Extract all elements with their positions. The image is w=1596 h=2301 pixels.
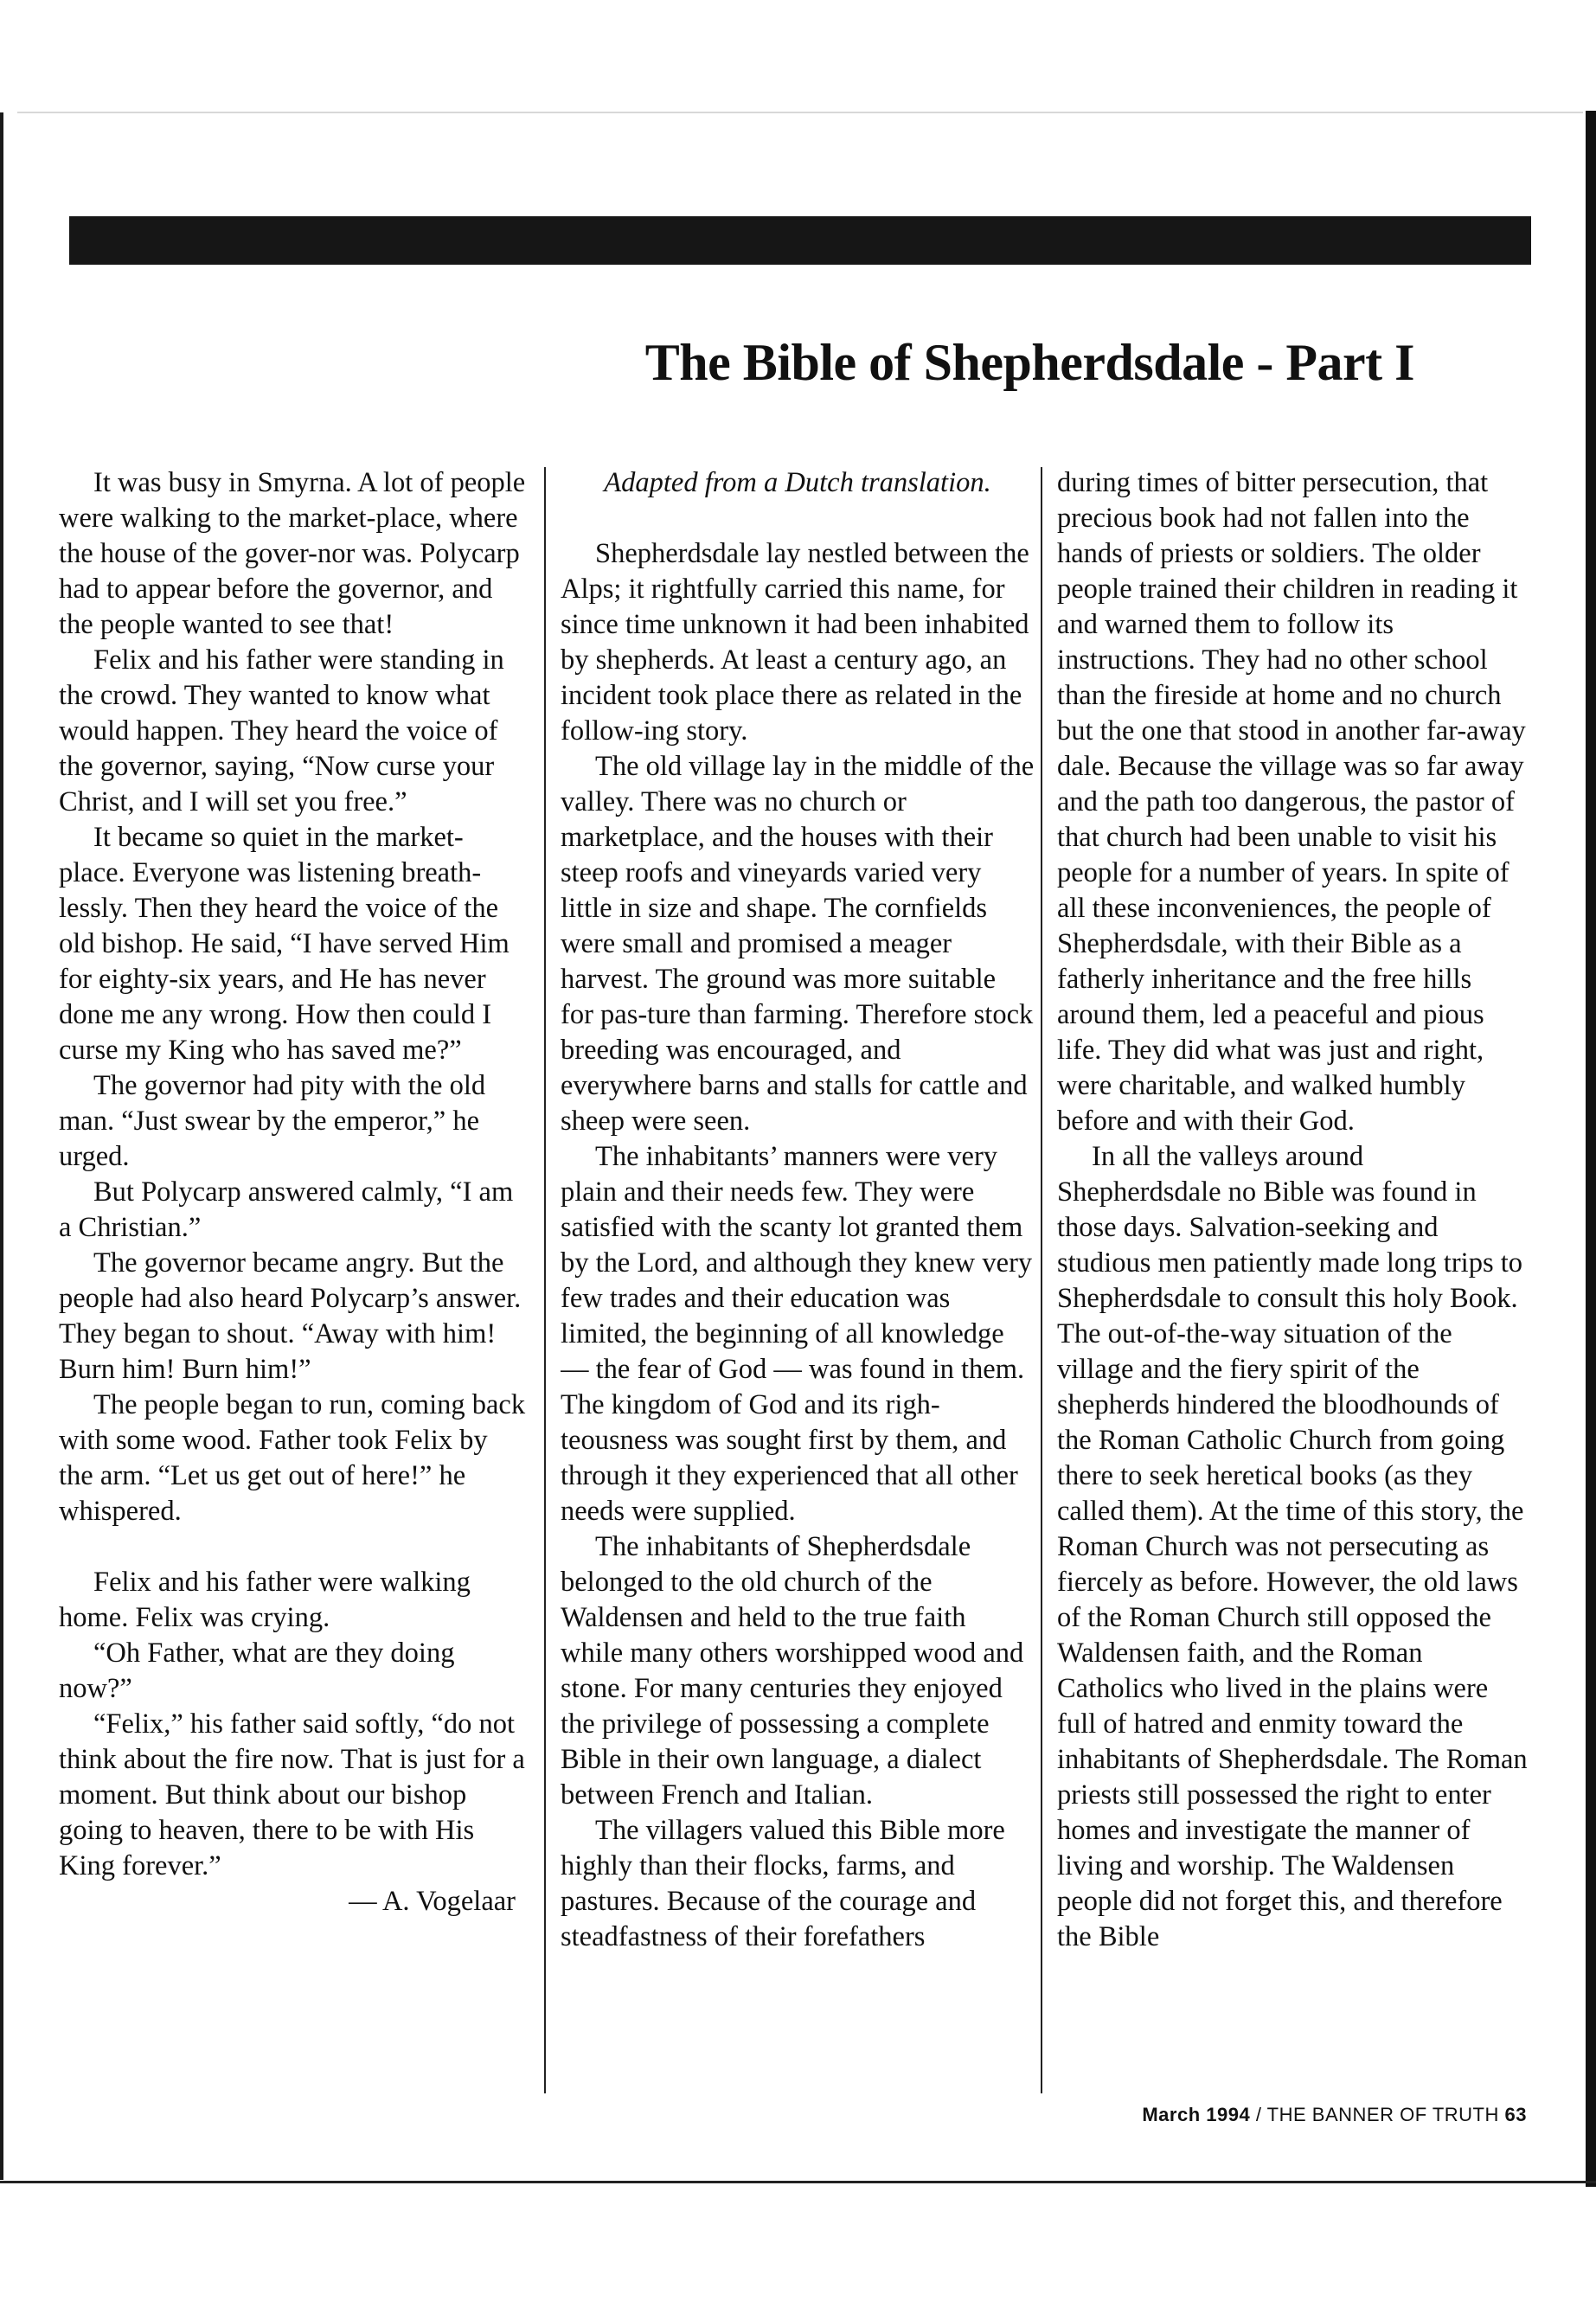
bottom-border-line: [0, 2181, 1596, 2183]
scan-right-edge: [1586, 111, 1596, 2187]
page-number: 63: [1504, 2104, 1527, 2125]
author-signature: — A. Vogelaar: [349, 1886, 516, 1917]
page-footer: [1142, 2104, 1527, 2126]
paragraph: The governor had pity with the old man. “Just swear by the emperor,” he urged.: [59, 1070, 486, 1172]
paragraph: It became so quiet in the market-place. Everyone was listening breath-lessly. Then they heard the voice of the old bishop. He said, “I have served Him for eighty-six years, and He has never done me any wrong. How then could I curse my King who has saved me?”: [59, 822, 510, 1066]
column-divider: [1041, 467, 1042, 2093]
article-title: The Bible of Shepherdsdale - Part I: [644, 334, 1414, 391]
paragraph: In all the valleys around Shepherdsdale no Bible was found in those days. Salvation-seeking and studious men patiently made long trips to Shepherdsdale to consult this holy Book. The out-of-the-way situation of the village and the fiery spirit of the shepherds hindered the bloodhounds of the Roman Catholic Church from going there to seek heretical books (as they called them). At the time of this story, the Roman Church was not persecuting as fiercely as before. However, the old laws of the Roman Church still opposed the Waldensen faith, and the Roman Catholics who lived in the plains were full of hatred and enmity toward the inhabitants of Shepherdsdale. The Roman priests still possessed the right to enter homes and investigate the manner of living and worship. The Waldensen people did not forget this, and therefore the Bible: [1057, 1141, 1528, 1952]
paragraph: during times of bitter persecution, that precious book had not fallen into the hands of priests or soldiers. The older people trained their children in reading it and warned them to follow its instructions. They had no other school than the fireside at home and no church but the one that stood in another far-away dale. Because the village was so far away and the path too dangerous, the pastor of that church had been unable to visit his people for a number of years. In spite of all these inconveniences, the people of Shepherdsdale, with their Bible as a fatherly inheritance and the free hills around them, led a peaceful and pious life. They did what was just and right, were charitable, and walked humbly before and with their God.: [1057, 467, 1526, 1137]
paragraph: Felix and his father were walking home. Felix was crying.: [59, 1567, 471, 1633]
paragraph: The governor became angry. But the people had also heard Polycarp’s answer. They began to shout. “Away with him! Burn him! Burn him!”: [59, 1247, 522, 1385]
paragraph: “Felix,” his father said softly, “do not think about the fire now. That is just for a moment. But think about our bishop going to heaven, there to be with His King forever.”: [59, 1708, 525, 1881]
paragraph: The inhabitants’ manners were very plain and their needs few. They were satisfied with the scanty lot granted them by the Lord, and although they knew very few trades and their education was limited, the beginning of all knowledge — the fear of God — was found in them. The kingdom of God and its righ-teousness was sought first by them, and through it they experienced that all other needs were supplied.: [561, 1141, 1033, 1527]
translation-note: Adapted from a Dutch translation.: [604, 467, 991, 498]
paragraph: The villagers valued this Bible more highly than their flocks, farms, and pastures. Because of the courage and steadfastness of their forefathers: [561, 1815, 1005, 1952]
paragraph: “Oh Father, what are they doing now?”: [59, 1638, 455, 1704]
scan-left-edge: [0, 112, 3, 2180]
paragraph: The old village lay in the middle of the valley. There was no church or marketplace, and the houses with their steep roofs and vineyards varied very little in size and shape. The cornfields were small and promised a meager harvest. The ground was more suitable for pas-ture than farming. Therefore stock breeding was encouraged, and everywhere barns and stalls for cattle and sheep were seen.: [561, 751, 1035, 1137]
column-2: [561, 465, 1035, 2100]
column-1: [59, 465, 526, 2100]
column-3: [1057, 465, 1529, 2100]
footer-date: March 1994: [1142, 2104, 1251, 2125]
paragraph: But Polycarp answered calmly, “I am a Christian.”: [59, 1176, 514, 1243]
header-banner-bar: [69, 216, 1531, 265]
paragraph: The inhabitants of Shepherdsdale belonged to the old church of the Waldensen and held to the true faith while many others worshipped wood and stone. For many centuries they enjoyed the privilege of possessing a complete Bible in their own language, a dialect between French and Italian.: [561, 1531, 1024, 1811]
paragraph: It was busy in Smyrna. A lot of people were walking to the market-place, where the house of the gover-nor was. Polycarp had to appear before the governor, and the people wanted to see that!: [59, 467, 526, 640]
column-divider: [544, 467, 546, 2093]
paragraph: The people began to run, coming back with some wood. Father took Felix by the arm. “Let us get out of here!” he whispered.: [59, 1389, 526, 1527]
paragraph: Shepherdsdale lay nestled between the Alps; it rightfully carried this name, for since time unknown it had been inhabited by shepherds. At least a century ago, an incident took place there as related in the follow-ing story.: [561, 538, 1029, 747]
footer-separator: /: [1250, 2104, 1267, 2125]
paragraph: Felix and his father were standing in the crowd. They wanted to know what would happen. They heard the voice of the governor, saying, “Now curse your Christ, and I will set you free.”: [59, 644, 504, 817]
footer-publication: THE BANNER OF TRUTH: [1266, 2104, 1499, 2125]
top-border-line: [17, 112, 1583, 113]
